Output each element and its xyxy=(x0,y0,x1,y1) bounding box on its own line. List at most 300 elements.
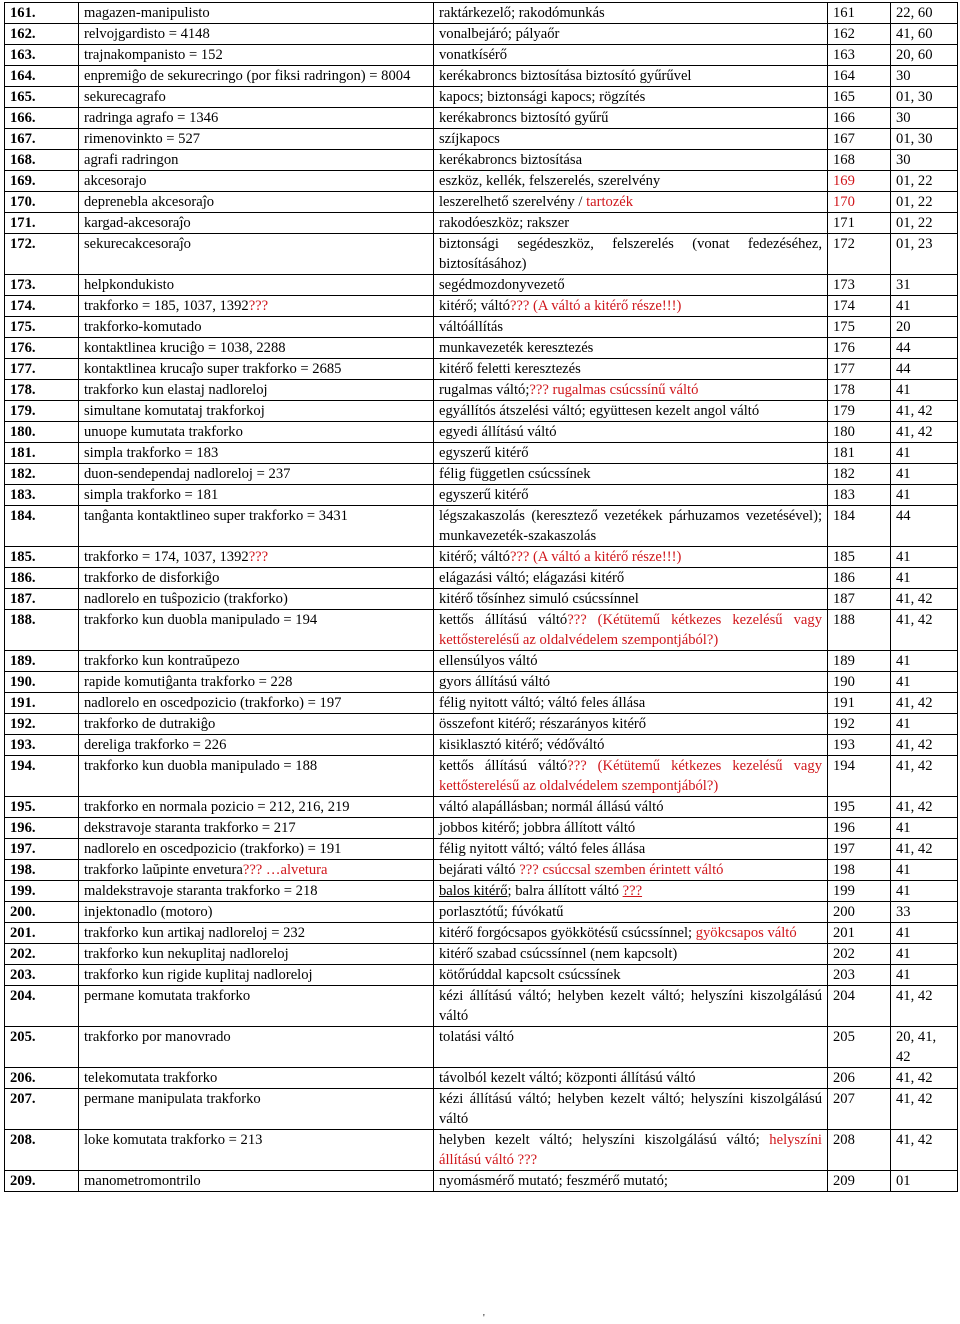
table-row xyxy=(5,129,958,150)
text-segment: 195 xyxy=(833,799,855,815)
text-segment: 202 xyxy=(833,946,855,962)
text-segment: ??? (Kétütemű kétkezes kezelésű vagy kettősterelésű az oldalvédelem szempontjából?) xyxy=(439,612,822,648)
entry-number-cell: 173. xyxy=(5,275,79,296)
table-row xyxy=(5,818,958,839)
entry-number-cell: 168. xyxy=(5,150,79,171)
category-code-cell: 01, 30 xyxy=(891,87,958,108)
table-row xyxy=(5,275,958,296)
reference-number-cell xyxy=(828,338,891,359)
category-code-cell: 44 xyxy=(891,338,958,359)
text-segment: 191 xyxy=(833,695,855,711)
table-row xyxy=(5,422,958,443)
text-segment: vonatkísérő xyxy=(439,47,508,63)
text-segment: 196 xyxy=(833,820,855,836)
entry-number-cell: 191. xyxy=(5,693,79,714)
hungarian-term-cell xyxy=(434,818,828,839)
category-code-cell: 41, 42 xyxy=(891,610,958,651)
category-code-cell: 41, 60 xyxy=(891,24,958,45)
category-code-cell: 30 xyxy=(891,66,958,87)
text-segment: biztonsági segédeszköz, felszerelés (vonat fedezéséhez, biztosításához) xyxy=(439,236,822,272)
category-code-cell: 01 xyxy=(891,1171,958,1192)
text-segment: ellensúlyos váltó xyxy=(439,653,538,669)
reference-number-cell xyxy=(828,317,891,338)
text-segment: 193 xyxy=(833,737,855,753)
category-code-cell: 41 xyxy=(891,881,958,902)
category-code-cell: 41 xyxy=(891,380,958,401)
reference-number-cell xyxy=(828,380,891,401)
entry-number-cell: 170. xyxy=(5,192,79,213)
text-segment: egyszerű kitérő xyxy=(439,487,529,503)
text-segment: 186 xyxy=(833,570,855,586)
text-segment: távolból kezelt váltó; központi állítású váltó xyxy=(439,1070,696,1086)
entry-number-cell: 177. xyxy=(5,359,79,380)
esperanto-term-cell: unuope kumutata trakforko xyxy=(79,422,434,443)
reference-number-cell xyxy=(828,24,891,45)
hungarian-term-cell xyxy=(434,1027,828,1068)
text-segment: 194 xyxy=(833,758,855,774)
reference-number-cell xyxy=(828,87,891,108)
table-row xyxy=(5,443,958,464)
category-code-cell: 30 xyxy=(891,150,958,171)
hungarian-term-cell xyxy=(434,192,828,213)
reference-number-cell xyxy=(828,944,891,965)
text-segment: kitérő; váltó xyxy=(439,298,510,314)
text-segment: 172 xyxy=(833,236,855,252)
reference-number-cell xyxy=(828,965,891,986)
text-segment: kitérő tősínhez simuló csúcssínnel xyxy=(439,591,639,607)
esperanto-term-cell: trakforko kun kontraŭpezo xyxy=(79,651,434,672)
entry-number-cell: 165. xyxy=(5,87,79,108)
text-segment: helyben kezelt váltó; helyszíni kiszolgálású váltó; xyxy=(439,1132,770,1148)
entry-number-cell: 205. xyxy=(5,1027,79,1068)
text-segment: egyszerű kitérő xyxy=(439,445,529,461)
esperanto-term-cell: trakforko de dutrakiĝo xyxy=(79,714,434,735)
text-segment: ??? xyxy=(248,549,269,565)
category-code-cell: 30 xyxy=(891,108,958,129)
esperanto-term-cell: trakforko kun artikaj nadloreloj = 232 xyxy=(79,923,434,944)
text-segment: bejárati váltó xyxy=(439,862,520,878)
table-row xyxy=(5,24,958,45)
hungarian-term-cell xyxy=(434,108,828,129)
text-segment: félig nyitott váltó; váltó feles állása xyxy=(439,841,646,857)
hungarian-term-cell xyxy=(434,672,828,693)
reference-number-cell xyxy=(828,485,891,506)
entry-number-cell: 206. xyxy=(5,1068,79,1089)
category-code-cell: 41 xyxy=(891,923,958,944)
esperanto-term-cell: trakforko kun nekuplitaj nadloreloj xyxy=(79,944,434,965)
table-row xyxy=(5,797,958,818)
hungarian-term-cell xyxy=(434,860,828,881)
category-code-cell: 41 xyxy=(891,464,958,485)
category-code-cell: 41 xyxy=(891,568,958,589)
esperanto-term-cell: magazen-manipulisto xyxy=(79,3,434,24)
hungarian-term-cell xyxy=(434,881,828,902)
text-segment: 203 xyxy=(833,967,855,983)
reference-number-cell xyxy=(828,422,891,443)
reference-number-cell xyxy=(828,296,891,317)
reference-number-cell xyxy=(828,213,891,234)
text-segment: vonalbejáró; pályaőr xyxy=(439,26,560,42)
glossary-body xyxy=(5,3,958,1192)
table-row xyxy=(5,1130,958,1171)
hungarian-term-cell xyxy=(434,1068,828,1089)
table-row xyxy=(5,464,958,485)
text-segment: kerékabroncs biztosítása xyxy=(439,152,583,168)
esperanto-term-cell: duon-sendependaj nadloreloj = 237 xyxy=(79,464,434,485)
text-segment: trakforko laŭpinte envetura xyxy=(84,862,243,878)
text-segment: 192 xyxy=(833,716,855,732)
hungarian-term-cell xyxy=(434,651,828,672)
esperanto-term-cell: manometromontrilo xyxy=(79,1171,434,1192)
table-row xyxy=(5,714,958,735)
reference-number-cell xyxy=(828,275,891,296)
entry-number-cell: 166. xyxy=(5,108,79,129)
text-segment: 197 xyxy=(833,841,855,857)
entry-number-cell: 201. xyxy=(5,923,79,944)
esperanto-term-cell: radringa agrafo = 1346 xyxy=(79,108,434,129)
text-segment: félig független csúcssínek xyxy=(439,466,591,482)
reference-number-cell xyxy=(828,589,891,610)
entry-number-cell: 182. xyxy=(5,464,79,485)
esperanto-term-cell: dereliga trakforko = 226 xyxy=(79,735,434,756)
hungarian-term-cell xyxy=(434,568,828,589)
hungarian-term-cell xyxy=(434,693,828,714)
esperanto-term-cell: nadlorelo en oscedpozicio (trakforko) = 197 xyxy=(79,693,434,714)
reference-number-cell xyxy=(828,693,891,714)
text-segment: ??? (A váltó a kitérő része!!!) xyxy=(509,549,682,565)
text-segment: ??? xyxy=(248,298,269,314)
entry-number-cell: 208. xyxy=(5,1130,79,1171)
hungarian-term-cell xyxy=(434,422,828,443)
text-segment: kitérő forgócsapos gyökkötésű csúcssínnel; xyxy=(439,925,696,941)
esperanto-term-cell: simpla trakforko = 181 xyxy=(79,485,434,506)
esperanto-term-cell: nadlorelo en oscedpozicio (trakforko) = 191 xyxy=(79,839,434,860)
reference-number-cell xyxy=(828,1171,891,1192)
entry-number-cell: 172. xyxy=(5,234,79,275)
esperanto-term-cell: kontaktlinea kruciĝo = 1038, 2288 xyxy=(79,338,434,359)
text-segment: raktárkezelő; rakodómunkás xyxy=(439,5,605,21)
category-code-cell: 41 xyxy=(891,547,958,568)
esperanto-term-cell: rimenovinkto = 527 xyxy=(79,129,434,150)
text-segment: 164 xyxy=(833,68,855,84)
table-row xyxy=(5,986,958,1027)
entry-number-cell: 188. xyxy=(5,610,79,651)
category-code-cell: 41 xyxy=(891,672,958,693)
table-row xyxy=(5,296,958,317)
esperanto-term-cell: akcesorajo xyxy=(79,171,434,192)
hungarian-term-cell xyxy=(434,923,828,944)
reference-number-cell xyxy=(828,45,891,66)
text-segment: váltó alapállásban; normál állású váltó xyxy=(439,799,664,815)
hungarian-term-cell xyxy=(434,1130,828,1171)
text-segment: kettős állítású váltó xyxy=(439,612,568,628)
text-segment: kitérő; váltó xyxy=(439,549,510,565)
category-code-cell: 41, 42 xyxy=(891,1068,958,1089)
entry-number-cell: 187. xyxy=(5,589,79,610)
entry-number-cell: 164. xyxy=(5,66,79,87)
entry-number-cell: 175. xyxy=(5,317,79,338)
esperanto-term-cell: permane manipulata trakforko xyxy=(79,1089,434,1130)
entry-number-cell: 194. xyxy=(5,756,79,797)
text-segment: rugalmas váltó; xyxy=(439,382,530,398)
hungarian-term-cell xyxy=(434,610,828,651)
category-code-cell: 41 xyxy=(891,714,958,735)
text-segment: helyszíni állítású váltó ??? xyxy=(439,1132,822,1168)
hungarian-term-cell xyxy=(434,506,828,547)
hungarian-term-cell xyxy=(434,401,828,422)
category-code-cell: 41 xyxy=(891,485,958,506)
entry-number-cell: 185. xyxy=(5,547,79,568)
hungarian-term-cell xyxy=(434,944,828,965)
table-row xyxy=(5,3,958,24)
esperanto-term-cell: trakforko kun elastaj nadloreloj xyxy=(79,380,434,401)
table-row xyxy=(5,401,958,422)
entry-number-cell: 209. xyxy=(5,1171,79,1192)
text-segment: 165 xyxy=(833,89,855,105)
esperanto-term-cell: helpkondukisto xyxy=(79,275,434,296)
text-segment: összefont kitérő; részarányos kitérő xyxy=(439,716,647,732)
entry-number-cell: 181. xyxy=(5,443,79,464)
text-segment: 200 xyxy=(833,904,855,920)
category-code-cell: 41, 42 xyxy=(891,589,958,610)
reference-number-cell xyxy=(828,1089,891,1130)
table-row xyxy=(5,171,958,192)
text-segment: trakforko = 174, 1037, 1392 xyxy=(84,549,249,565)
table-row xyxy=(5,547,958,568)
hungarian-term-cell xyxy=(434,839,828,860)
category-code-cell: 41 xyxy=(891,965,958,986)
text-segment: 190 xyxy=(833,674,855,690)
category-code-cell: 41 xyxy=(891,296,958,317)
table-row xyxy=(5,192,958,213)
table-row xyxy=(5,568,958,589)
hungarian-term-cell xyxy=(434,338,828,359)
text-segment: kötőrúddal kapcsolt csúcssínek xyxy=(439,967,621,983)
text-segment: kettős állítású váltó xyxy=(439,758,568,774)
text-segment: gyors állítású váltó xyxy=(439,674,551,690)
entry-number-cell: 195. xyxy=(5,797,79,818)
table-row xyxy=(5,589,958,610)
category-code-cell: 20, 60 xyxy=(891,45,958,66)
category-code-cell: 01, 30 xyxy=(891,129,958,150)
text-segment: 208 xyxy=(833,1132,855,1148)
text-segment: 175 xyxy=(833,319,855,335)
text-segment: 198 xyxy=(833,862,855,878)
hungarian-term-cell xyxy=(434,213,828,234)
category-code-cell: 41, 42 xyxy=(891,422,958,443)
text-segment: nyomásmérő mutató; feszmérő mutató; xyxy=(439,1173,668,1189)
reference-number-cell xyxy=(828,735,891,756)
table-row xyxy=(5,506,958,547)
text-segment: 183 xyxy=(833,487,855,503)
hungarian-term-cell xyxy=(434,24,828,45)
category-code-cell: 41, 42 xyxy=(891,693,958,714)
reference-number-cell xyxy=(828,129,891,150)
table-row xyxy=(5,923,958,944)
table-row xyxy=(5,902,958,923)
text-segment: váltóállítás xyxy=(439,319,504,335)
entry-number-cell: 167. xyxy=(5,129,79,150)
table-row xyxy=(5,1027,958,1068)
text-segment: 163 xyxy=(833,47,855,63)
text-segment: egyállítós átszelési váltó; együttesen kezelt angol váltó xyxy=(439,403,760,419)
text-segment: 204 xyxy=(833,988,855,1004)
reference-number-cell xyxy=(828,464,891,485)
hungarian-term-cell xyxy=(434,902,828,923)
reference-number-cell xyxy=(828,359,891,380)
hungarian-term-cell xyxy=(434,87,828,108)
entry-number-cell: 189. xyxy=(5,651,79,672)
esperanto-term-cell xyxy=(79,296,434,317)
esperanto-term-cell: trakforko de disforkiĝo xyxy=(79,568,434,589)
entry-number-cell: 179. xyxy=(5,401,79,422)
category-code-cell: 22, 60 xyxy=(891,3,958,24)
reference-number-cell xyxy=(828,839,891,860)
esperanto-term-cell: dekstravoje staranta trakforko = 217 xyxy=(79,818,434,839)
category-code-cell: 41, 42 xyxy=(891,735,958,756)
table-row xyxy=(5,693,958,714)
hungarian-term-cell xyxy=(434,756,828,797)
entry-number-cell: 199. xyxy=(5,881,79,902)
reference-number-cell xyxy=(828,506,891,547)
text-segment: kitérő szabad csúcssínnel (nem kapcsolt) xyxy=(439,946,678,962)
text-segment: tartozék xyxy=(586,194,634,210)
text-segment: kerékabroncs biztosítása biztosító gyűrűvel xyxy=(439,68,692,84)
table-row xyxy=(5,66,958,87)
hungarian-term-cell xyxy=(434,464,828,485)
esperanto-term-cell xyxy=(79,547,434,568)
table-row xyxy=(5,150,958,171)
text-segment: 176 xyxy=(833,340,855,356)
text-segment: ??? xyxy=(622,883,643,899)
reference-number-cell xyxy=(828,1130,891,1171)
entry-number-cell: 197. xyxy=(5,839,79,860)
text-segment: 171 xyxy=(833,215,855,231)
table-row xyxy=(5,45,958,66)
hungarian-term-cell xyxy=(434,171,828,192)
text-segment: leszerelhető szerelvény / xyxy=(439,194,587,210)
category-code-cell: 01, 23 xyxy=(891,234,958,275)
text-segment: ??? (Kétütemű kétkezes kezelésű vagy kettősterelésű az oldalvédelem szempontjából?) xyxy=(439,758,822,794)
table-row xyxy=(5,1089,958,1130)
entry-number-cell: 178. xyxy=(5,380,79,401)
hungarian-term-cell xyxy=(434,3,828,24)
category-code-cell: 41, 42 xyxy=(891,839,958,860)
page-footer-mark: ' xyxy=(483,1313,485,1324)
table-row xyxy=(5,756,958,797)
entry-number-cell: 192. xyxy=(5,714,79,735)
hungarian-term-cell xyxy=(434,547,828,568)
hungarian-term-cell xyxy=(434,234,828,275)
table-row xyxy=(5,860,958,881)
category-code-cell: 44 xyxy=(891,359,958,380)
entry-number-cell: 174. xyxy=(5,296,79,317)
text-segment: balos kitérő xyxy=(439,883,508,899)
text-segment: 177 xyxy=(833,361,855,377)
text-segment: kézi állítású váltó; helyben kezelt váltó; helyszíni kiszolgálású váltó xyxy=(439,1091,822,1127)
text-segment: 207 xyxy=(833,1091,855,1107)
category-code-cell: 01, 22 xyxy=(891,213,958,234)
table-row xyxy=(5,610,958,651)
hungarian-term-cell xyxy=(434,275,828,296)
table-row xyxy=(5,317,958,338)
reference-number-cell xyxy=(828,986,891,1027)
table-row xyxy=(5,108,958,129)
category-code-cell: 41, 42 xyxy=(891,401,958,422)
text-segment: 182 xyxy=(833,466,855,482)
esperanto-term-cell: agrafi radringon xyxy=(79,150,434,171)
table-row xyxy=(5,672,958,693)
category-code-cell: 41 xyxy=(891,860,958,881)
hungarian-term-cell xyxy=(434,589,828,610)
esperanto-term-cell: sekurecakcesoraĵo xyxy=(79,234,434,275)
reference-number-cell xyxy=(828,1027,891,1068)
text-segment: jobbos kitérő; jobbra állított váltó xyxy=(439,820,636,836)
esperanto-term-cell: permane komutata trakforko xyxy=(79,986,434,1027)
esperanto-term-cell: simpla trakforko = 183 xyxy=(79,443,434,464)
table-row xyxy=(5,1171,958,1192)
text-segment: tolatási váltó xyxy=(439,1029,514,1045)
text-segment: porlasztótű; fúvókatű xyxy=(439,904,564,920)
entry-number-cell: 204. xyxy=(5,986,79,1027)
text-segment: 174 xyxy=(833,298,855,314)
esperanto-term-cell: trakforko por manovrado xyxy=(79,1027,434,1068)
category-code-cell: 41 xyxy=(891,944,958,965)
text-segment: elágazási váltó; elágazási kitérő xyxy=(439,570,625,586)
reference-number-cell xyxy=(828,714,891,735)
entry-number-cell: 186. xyxy=(5,568,79,589)
esperanto-term-cell: maldekstravoje staranta trakforko = 218 xyxy=(79,881,434,902)
reference-number-cell xyxy=(828,651,891,672)
reference-number-cell xyxy=(828,568,891,589)
category-code-cell: 20, 41, 42 xyxy=(891,1027,958,1068)
table-row xyxy=(5,338,958,359)
text-segment: ??? (A váltó a kitérő része!!!) xyxy=(509,298,682,314)
text-segment: 188 xyxy=(833,612,855,628)
text-segment: 185 xyxy=(833,549,855,565)
reference-number-cell xyxy=(828,610,891,651)
esperanto-term-cell: simultane komutataj trakforkoj xyxy=(79,401,434,422)
hungarian-term-cell xyxy=(434,45,828,66)
entry-number-cell: 184. xyxy=(5,506,79,547)
text-segment: 201 xyxy=(833,925,855,941)
entry-number-cell: 161. xyxy=(5,3,79,24)
esperanto-term-cell: injektonadlo (motoro) xyxy=(79,902,434,923)
text-segment: segédmozdonyvezető xyxy=(439,277,565,293)
text-segment: 173 xyxy=(833,277,855,293)
reference-number-cell xyxy=(828,923,891,944)
category-code-cell: 44 xyxy=(891,506,958,547)
esperanto-term-cell: deprenebla akcesoraĵo xyxy=(79,192,434,213)
text-segment: 206 xyxy=(833,1070,855,1086)
text-segment: 189 xyxy=(833,653,855,669)
table-row xyxy=(5,213,958,234)
category-code-cell: 41 xyxy=(891,443,958,464)
reference-number-cell xyxy=(828,1068,891,1089)
glossary-table xyxy=(4,2,958,1192)
text-segment: ; balra állított váltó xyxy=(507,883,623,899)
hungarian-term-cell xyxy=(434,1171,828,1192)
text-segment: 166 xyxy=(833,110,855,126)
entry-number-cell: 203. xyxy=(5,965,79,986)
category-code-cell: 41 xyxy=(891,651,958,672)
entry-number-cell: 196. xyxy=(5,818,79,839)
hungarian-term-cell xyxy=(434,296,828,317)
table-row xyxy=(5,234,958,275)
text-segment: kapocs; biztonsági kapocs; rögzítés xyxy=(439,89,646,105)
text-segment: 199 xyxy=(833,883,855,899)
esperanto-term-cell: relvojgardisto = 4148 xyxy=(79,24,434,45)
